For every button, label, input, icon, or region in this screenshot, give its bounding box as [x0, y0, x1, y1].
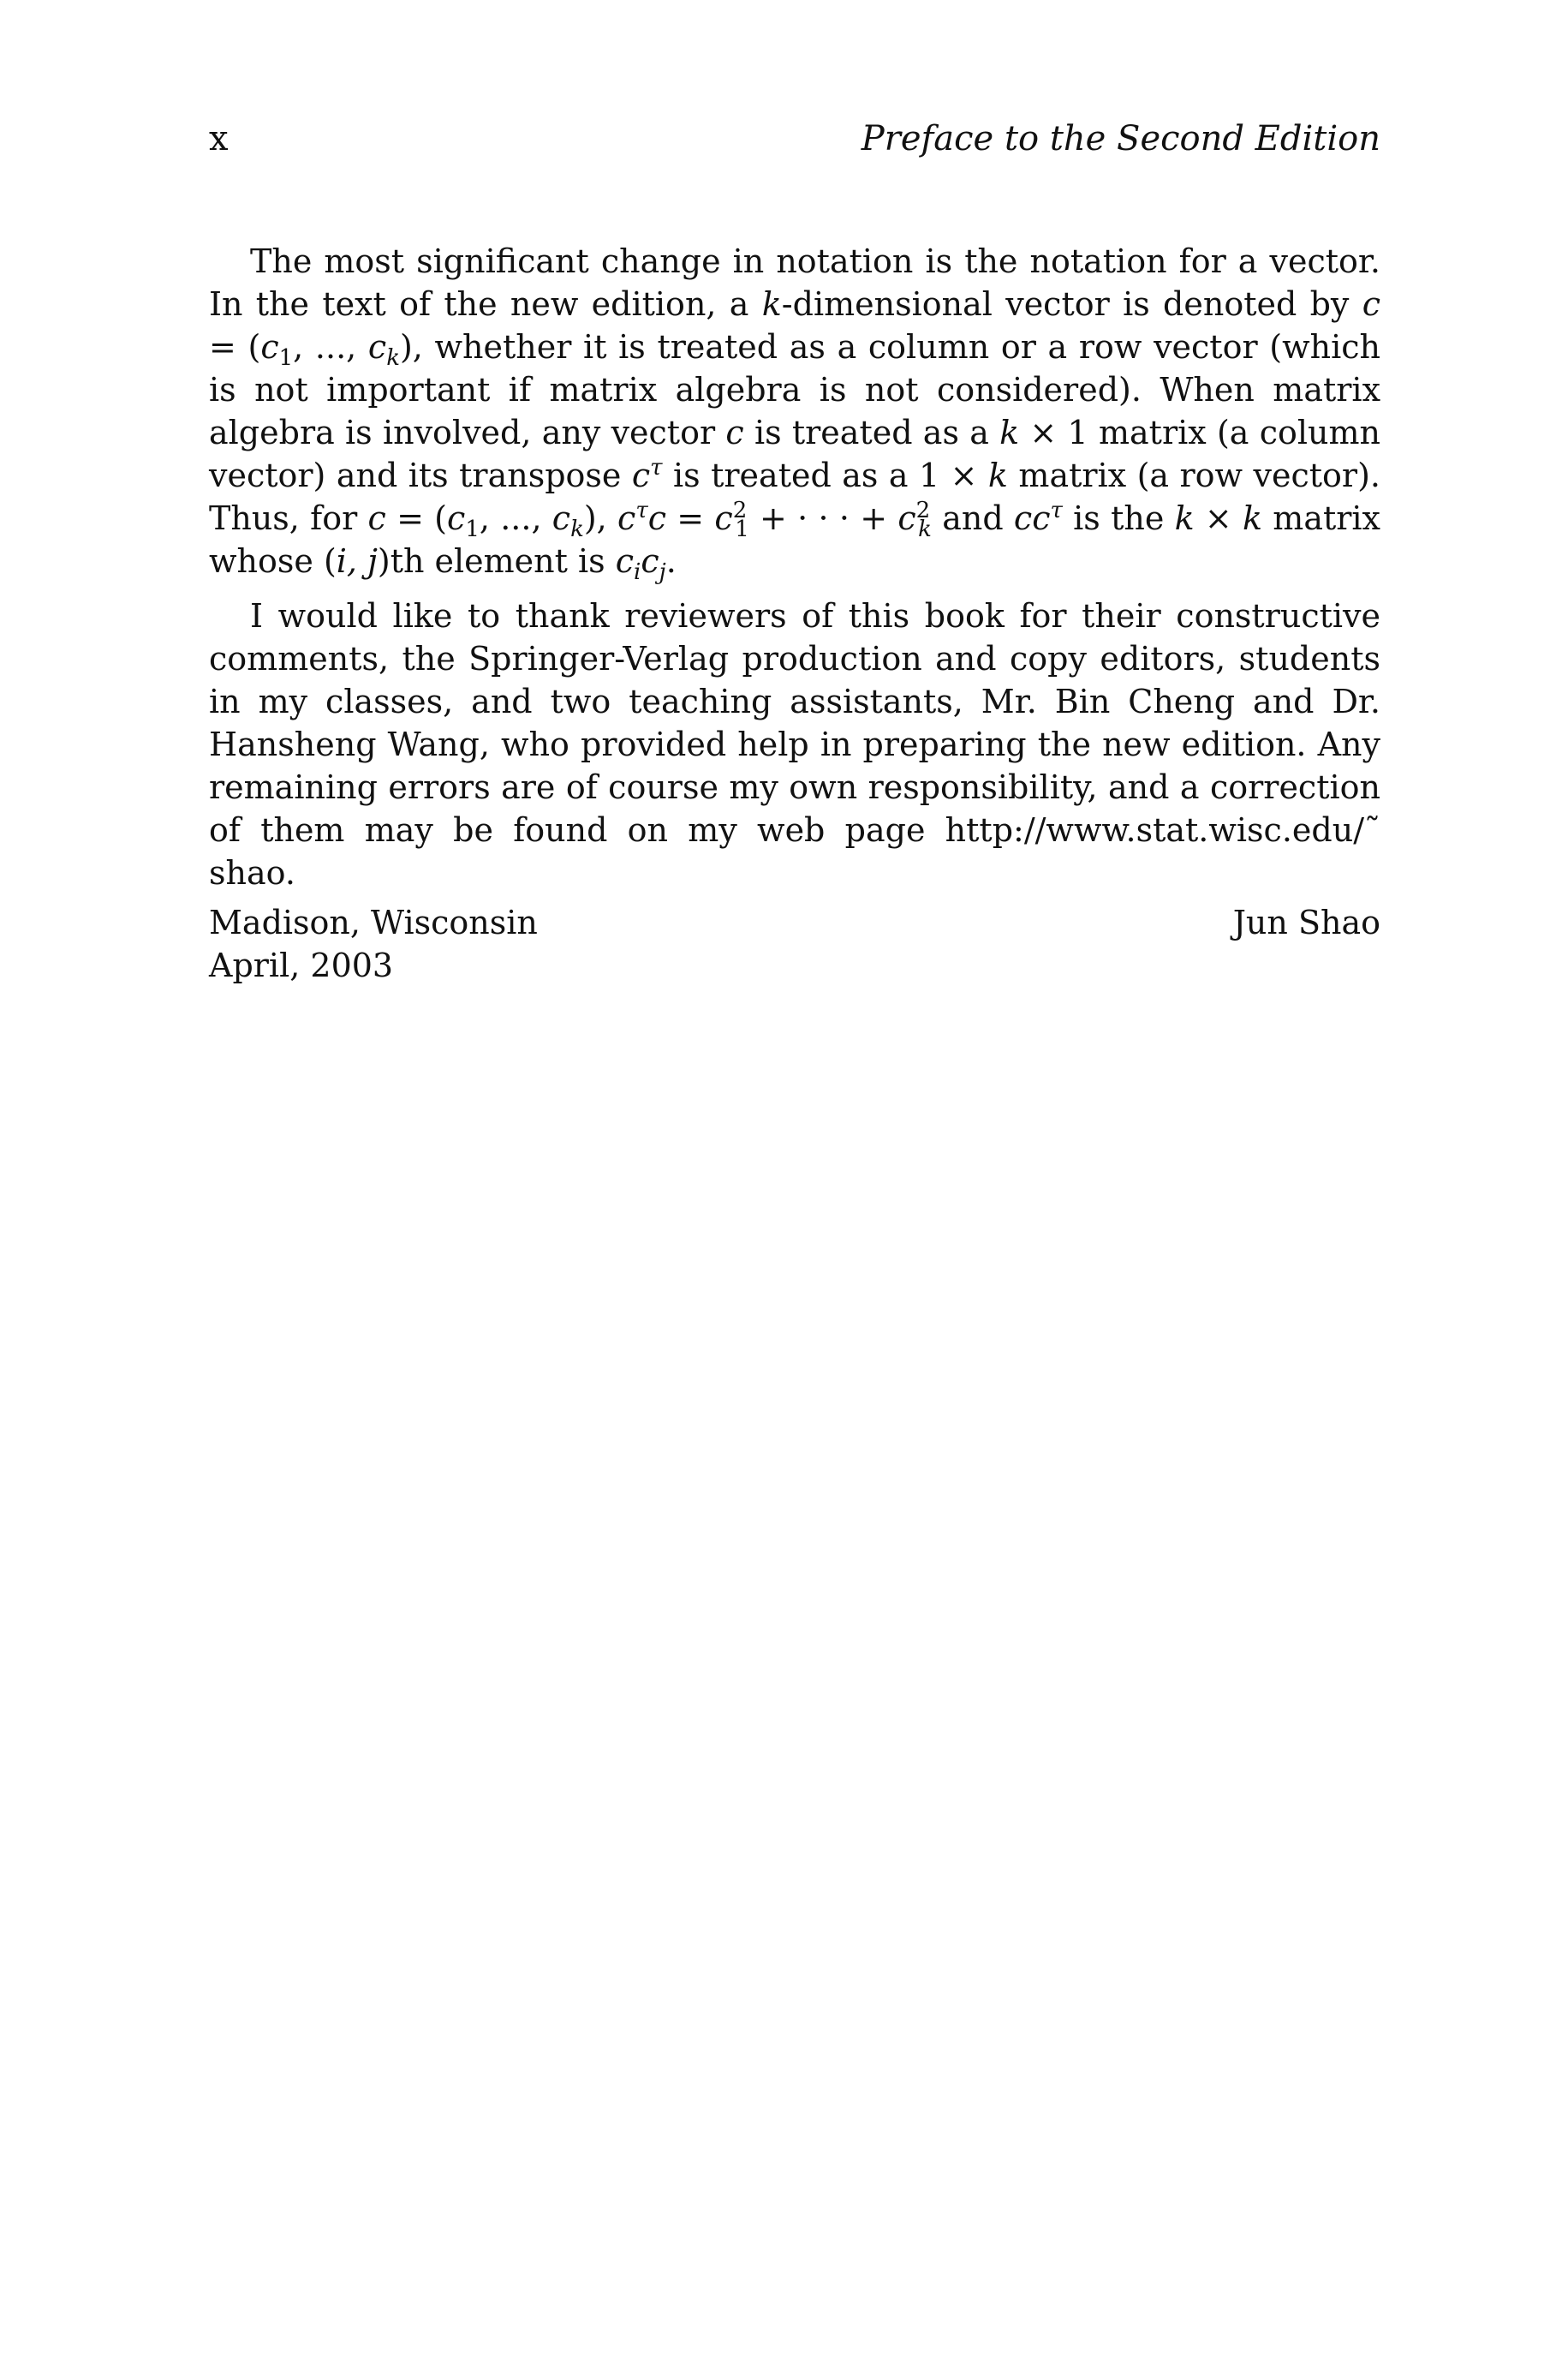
math-c: c	[641, 542, 659, 580]
text-run: matrix (a row vector). Thus, for	[209, 457, 1381, 537]
math-c: c	[447, 499, 466, 537]
math-subscript: 1	[465, 517, 480, 542]
math-dots: , ...,	[293, 328, 368, 366]
math-c: c	[367, 328, 387, 366]
text-run: is the	[1062, 499, 1175, 537]
math-k: k	[1174, 499, 1195, 537]
math-equals: = (	[385, 499, 448, 537]
text-run: × 1 matrix (a column vector) and its transpose	[209, 414, 1380, 494]
math-k: k	[761, 285, 782, 323]
running-head	[209, 113, 1380, 164]
signature-date: April, 2003	[209, 947, 394, 984]
math-cc: cc	[1013, 499, 1051, 537]
math-transpose: τ	[635, 498, 648, 523]
text-run: is treated as a	[743, 414, 1000, 451]
math-c: c	[647, 499, 667, 537]
math-subscript: k	[918, 517, 932, 542]
text-run: The most significant change in notation is the notation for a vector. In the text of the new edition, a	[209, 242, 1380, 323]
math-c: c	[1362, 285, 1380, 323]
signature-author: Jun Shao	[1232, 904, 1380, 941]
math-transpose: τ	[650, 455, 663, 481]
text-run: and	[931, 499, 1014, 537]
paragraph-vector-notation	[209, 240, 1380, 583]
text-run: is treated as a 1 ×	[662, 457, 988, 494]
math-dots: , ...,	[479, 499, 552, 537]
paragraph-acknowledgements: I would like to thank reviewers of this book for their constructive comments, the Springer-Verlag production and copy editors, students in my classes, and two teaching assistants, Mr. Bin Cheng and Dr. Hansheng Wang, who provided help in preparing the new edition. Any remaining errors are of course my own responsibility, and a correction of them may be found on my web page http://www.stat.wisc.edu/˜ shao.	[209, 597, 1380, 892]
math-c: c	[615, 542, 635, 580]
math-c: c	[725, 414, 744, 451]
math-ij: i, j	[336, 542, 378, 580]
math-subscript: 1	[278, 345, 294, 371]
math-c: c	[631, 457, 651, 494]
math-k: k	[987, 457, 1008, 494]
math-c: c	[367, 499, 386, 537]
math-c: c	[260, 328, 279, 366]
text-run: ), whether it is treated as a column or a row vector (which is not important if matrix algebra is not considered). When matrix algebra is involved, any vector	[209, 328, 1381, 451]
page-number: x	[209, 119, 229, 158]
text-run: -dimensional vector is denoted by	[781, 285, 1362, 323]
signature-place-date	[209, 901, 538, 987]
text-run: ×	[1194, 499, 1243, 537]
math-c: c	[897, 499, 916, 537]
math-superscript: 2	[915, 498, 931, 523]
signature-place: Madison, Wisconsin	[209, 904, 538, 941]
math-equals: = (	[209, 328, 261, 366]
math-c: c	[617, 499, 636, 537]
math-subscript: i	[634, 559, 641, 585]
math-k: k	[1242, 499, 1263, 537]
math-c: c	[551, 499, 571, 537]
math-sum: + · · · +	[748, 499, 898, 537]
text-run: ),	[583, 499, 618, 537]
math-subscript: 1	[735, 517, 749, 542]
math-transpose: τ	[1050, 498, 1063, 523]
running-title: Preface to the Second Edition	[861, 119, 1380, 158]
signature-block	[209, 901, 1380, 995]
text-run: matrix whose (	[209, 499, 1380, 580]
text-run: )th element is	[377, 542, 616, 580]
math-k: k	[999, 414, 1020, 451]
math-c: c	[714, 499, 733, 537]
math-superscript: 2	[732, 498, 748, 523]
math-equals: =	[666, 499, 715, 537]
math-subscript: k	[386, 345, 400, 371]
text-run: .	[665, 542, 677, 580]
math-subscript: k	[570, 517, 584, 542]
preface-body	[209, 240, 1380, 894]
math-subscript: j	[659, 559, 666, 585]
